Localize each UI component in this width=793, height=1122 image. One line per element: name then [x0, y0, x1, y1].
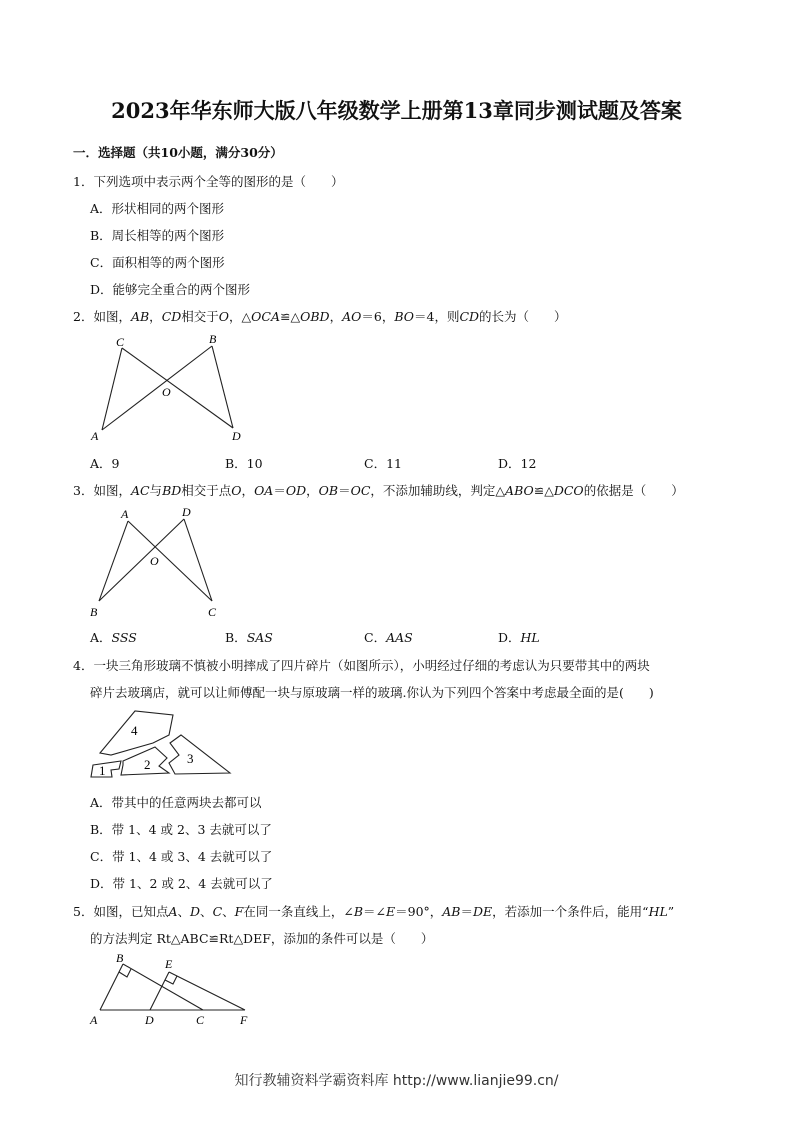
- q5-label-a: A: [90, 1013, 98, 1027]
- q5-label-e: E: [165, 957, 173, 971]
- q4-figure: [85, 703, 245, 783]
- q3-label-a: A: [121, 507, 129, 521]
- q2-label-b: B: [209, 332, 217, 346]
- q5-label-b: B: [116, 951, 124, 965]
- q2-label-c: C: [116, 335, 125, 349]
- q2-label-a: A: [91, 429, 99, 443]
- q2-label-d: D: [232, 429, 241, 443]
- q5-label-c: C: [196, 1013, 205, 1027]
- q3-label-d: D: [182, 505, 191, 519]
- q1-stem: 1．下列选项中表示两个全等的图形的是（ ）: [73, 174, 344, 189]
- q4-piece-3: 3: [187, 751, 194, 766]
- q4-stem-line2: 碎片去玻璃店，就可以让师傅配一块与原玻璃一样的玻璃.你认为下列四个答案中考虑最全面的是( ): [90, 685, 654, 700]
- q3-label-c: C: [208, 605, 217, 619]
- q4-option-a: A．带其中的任意两块去都可以: [90, 795, 262, 810]
- q3-option-d: D．HL: [498, 630, 540, 645]
- q3-figure: [85, 503, 235, 623]
- q5-stem-line2: 的方法判定 Rt△ABC≌Rt△DEF，添加的条件可以是（ ）: [90, 931, 434, 946]
- q3-stem: 3．如图，AC与BD相交于点O，OA＝OD，OB＝OC，不添加辅助线，判定△ABO≌△DCO的依据是（ ）: [73, 483, 684, 498]
- page-title: 2023年华东师大版八年级数学上册第13章同步测试题及答案: [111, 98, 682, 123]
- q1-option-c: C．面积相等的两个图形: [90, 255, 225, 270]
- q2-option-c: C．11: [364, 456, 402, 471]
- q1-option-b: B．周长相等的两个图形: [90, 228, 225, 243]
- q2-option-b: B．10: [225, 456, 263, 471]
- q4-option-c: C．带 1、4 或 3、4 去就可以了: [90, 849, 273, 864]
- q2-option-a: A．9: [90, 456, 120, 471]
- q3-option-b: B．SAS: [225, 630, 273, 645]
- q4-option-d: D．带 1、2 或 2、4 去就可以了: [90, 876, 273, 891]
- q3-label-b: B: [90, 605, 98, 619]
- q1-option-d: D．能够完全重合的两个图形: [90, 282, 251, 297]
- q3-label-o: O: [150, 554, 159, 568]
- q5-label-d: D: [145, 1013, 154, 1027]
- q5-label-f: F: [240, 1013, 248, 1027]
- q4-piece-1: 1: [99, 763, 106, 778]
- q2-stem: 2．如图，AB，CD相交于O，△OCA≌△OBD，AO＝6，BO＝4，则CD的长为（ ）: [73, 309, 567, 324]
- section-heading: 一．选择题（共10小题，满分30分）: [73, 145, 283, 160]
- q2-figure: [85, 330, 260, 448]
- q4-option-b: B．带 1、4 或 2、3 去就可以了: [90, 822, 272, 837]
- q3-option-c: C．AAS: [364, 630, 413, 645]
- q2-label-o: O: [162, 385, 171, 399]
- q4-piece-4: 4: [131, 723, 138, 738]
- footer-watermark: 知行教辅资料学霸资料库 http://www.lianjie99.cn/: [234, 1073, 559, 1089]
- q4-piece-2: 2: [144, 757, 151, 772]
- q1-option-a: A．形状相同的两个图形: [90, 201, 225, 216]
- q3-option-a: A．SSS: [90, 630, 137, 645]
- q2-option-d: D．12: [498, 456, 537, 471]
- q5-stem-line1: 5．如图，已知点A、D、C、F在同一条直线上，∠B＝∠E＝90°，AB＝DE，若添加一个条件后，能用“HL”: [73, 904, 675, 919]
- q4-stem-line1: 4．一块三角形玻璃不慎被小明摔成了四片碎片（如图所示），小明经过仔细的考虑认为只要带其中的两块: [73, 658, 650, 673]
- q5-figure: [85, 950, 260, 1030]
